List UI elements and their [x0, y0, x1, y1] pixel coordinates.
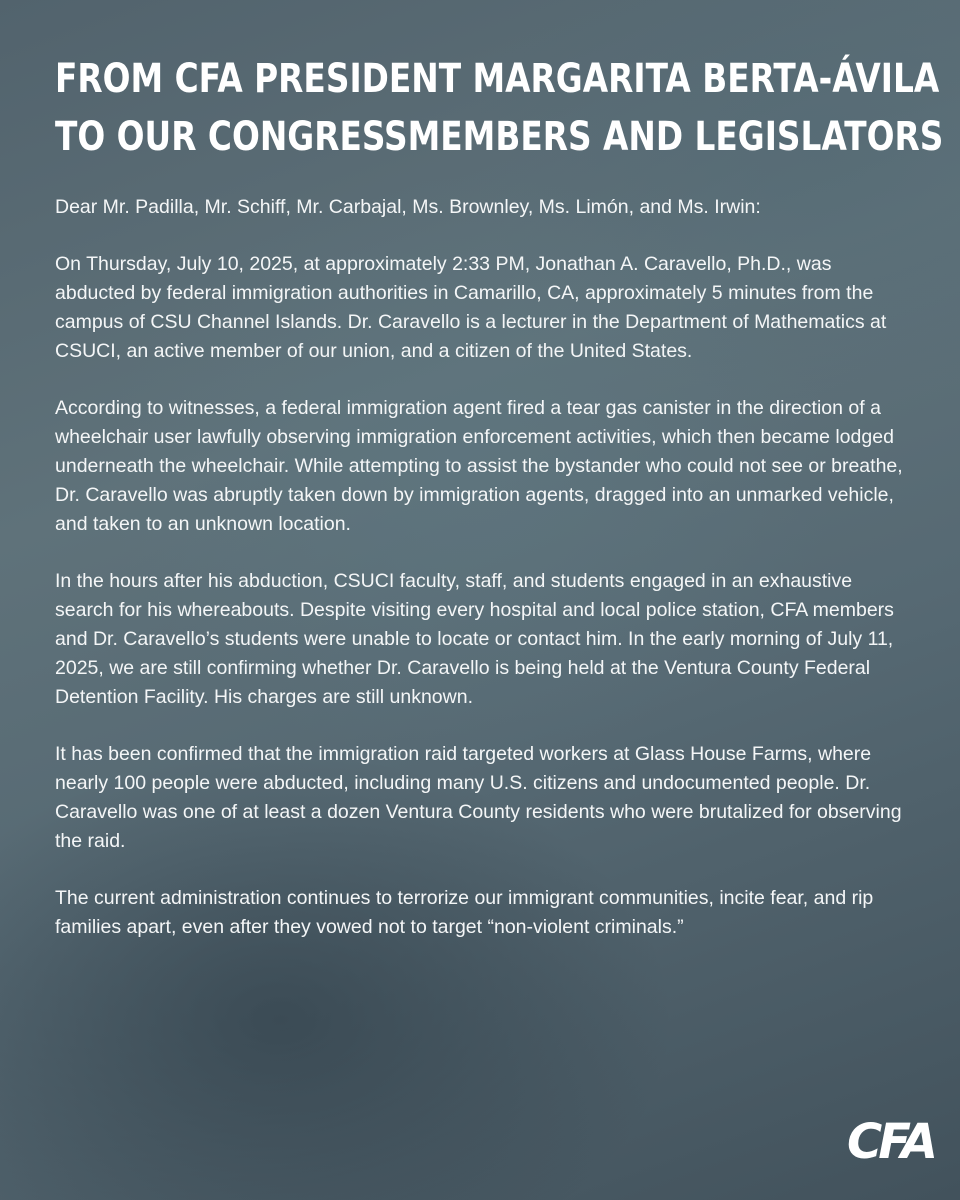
paragraph-raid: It has been confirmed that the immigration raid targeted workers at Glass House Farms, where nearly 100 people were abducted, including many U.S. citizens and undocumented people. Dr. Caravello was one of at least a dozen Ventura County residents who were brutalized for observing the raid.	[55, 743, 902, 852]
letter-body	[55, 193, 915, 942]
paragraph-search: In the hours after his abduction, CSUCI faculty, staff, and students engaged in an exhaustive search for his whereabouts. Despite visiting every hospital and local police station, CFA members and Dr. Caravello’s students were unable to locate or contact him. In the early morning of July 11, 2025, we are still confirming whether Dr. Caravello is being held at the Ventura County Federal Detention Facility. His charges are still unknown.	[55, 570, 894, 708]
letter	[55, 50, 944, 970]
paragraph-administration: The current administration continues to terrorize our immigrant communities, incite fear, and rip families apart, even after they vowed not to target “non-violent criminals.”	[55, 887, 874, 938]
cfa-logo: CFA	[847, 1114, 934, 1170]
headline-line-1: FROM CFA PRESIDENT MARGARITA BERTA-ÁVILA	[55, 56, 940, 102]
paragraph-witnesses: According to witnesses, a federal immigration agent fired a tear gas canister in the direction of a wheelchair user lawfully observing immigration enforcement activities, which then became lodged underneath the wheelchair. While attempting to assist the bystander who could not see or breathe, Dr. Caravello was abruptly taken down by immigration agents, dragged into an unmarked vehicle, and taken to an unknown location.	[55, 397, 903, 535]
page-title	[55, 50, 944, 166]
salutation: Dear Mr. Padilla, Mr. Schiff, Mr. Carbajal, Ms. Brownley, Ms. Limón, and Ms. Irwin:	[55, 196, 761, 218]
paragraph-abduction: On Thursday, July 10, 2025, at approximately 2:33 PM, Jonathan A. Caravello, Ph.D., was abducted by federal immigration authorities in Camarillo, CA, approximately 5 minutes from the campus of CSU Channel Islands. Dr. Caravello is a lecturer in the Department of Mathematics at CSUCI, an active member of our union, and a citizen of the United States.	[55, 253, 887, 362]
headline-line-2: TO OUR CONGRESSMEMBERS AND LEGISLATORS	[55, 114, 944, 160]
